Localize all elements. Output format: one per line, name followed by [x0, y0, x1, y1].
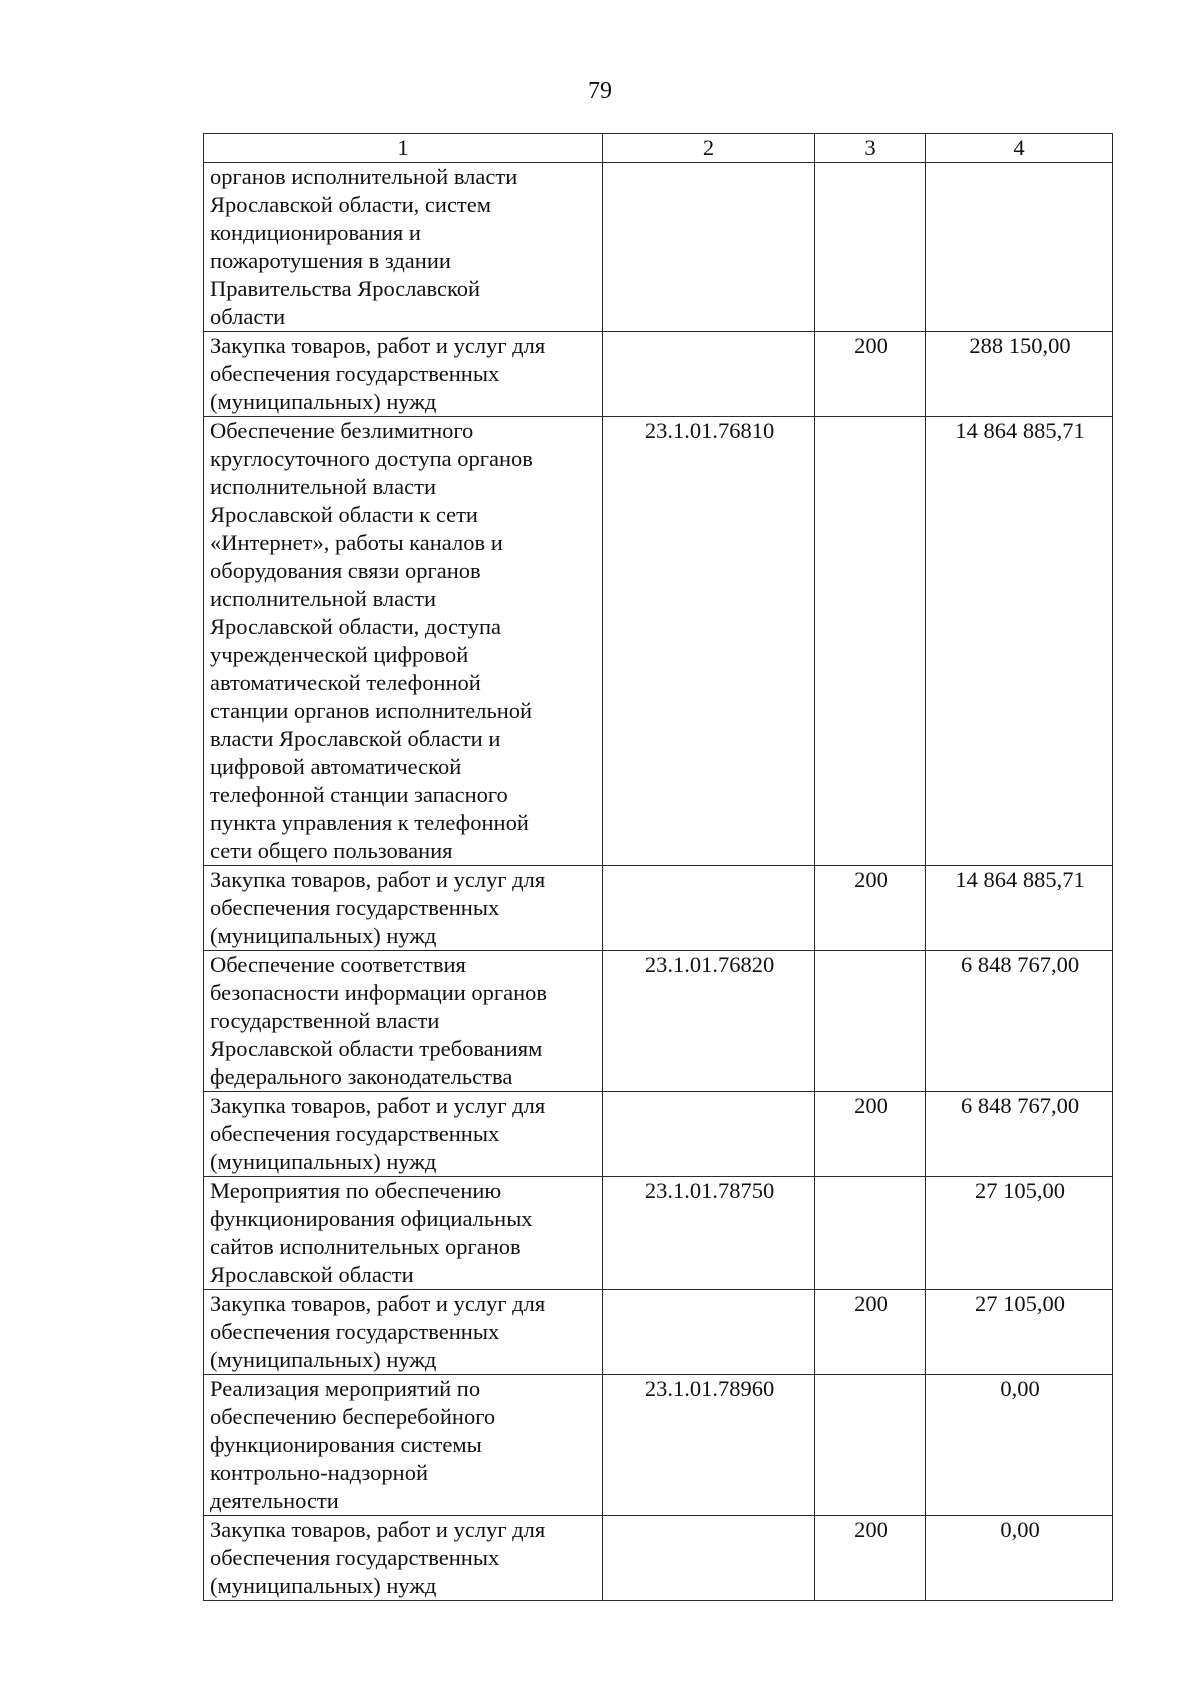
expense-type-cell: 200 [815, 866, 926, 951]
table-row [204, 1516, 1113, 1601]
item-name-cell [204, 1177, 603, 1290]
item-name-line: цифровой автоматической [210, 754, 462, 779]
item-name-line: функционирования системы [210, 1432, 482, 1457]
table-row [204, 951, 1113, 1092]
item-name-line: безопасности информации органов [210, 980, 548, 1005]
table-row [204, 417, 1113, 866]
item-name-cell [204, 951, 603, 1092]
table-body [204, 163, 1113, 1601]
item-name-line: Закупка товаров, работ и услуг для [210, 1093, 546, 1118]
item-name-line: Ярославской области к сети [210, 502, 478, 527]
item-name-line: учрежденческой цифровой [210, 642, 469, 667]
item-name-line: кондиционирования и [210, 220, 421, 245]
item-name-line: контрольно-надзорной [210, 1460, 429, 1485]
target-code-cell [603, 1516, 815, 1601]
table-header-row [204, 134, 1113, 163]
item-name-line: Ярославской области, доступа [210, 614, 501, 639]
item-name-cell [204, 417, 603, 866]
item-name-line: деятельности [210, 1488, 339, 1513]
table-row [204, 866, 1113, 951]
item-name-line: обеспечения государственных [210, 361, 500, 386]
item-name-line: (муниципальных) нужд [210, 923, 437, 948]
table-row [204, 163, 1113, 332]
table-row [204, 1092, 1113, 1177]
item-name-line: обеспечения государственных [210, 1121, 500, 1146]
item-name-cell [204, 1092, 603, 1177]
item-name-line: сайтов исполнительных органов [210, 1234, 521, 1259]
item-name-line: функционирования официальных [210, 1206, 533, 1231]
target-code-cell [603, 163, 815, 332]
item-name-line: телефонной станции запасного [210, 782, 508, 807]
target-code-cell [603, 1290, 815, 1375]
target-code-cell: 23.1.01.76810 [603, 417, 815, 866]
item-name-line: (муниципальных) нужд [210, 1347, 437, 1372]
target-code-cell: 23.1.01.78750 [603, 1177, 815, 1290]
column-header-3: 3 [815, 134, 926, 163]
column-header-2: 2 [603, 134, 815, 163]
item-name-line: пункта управления к телефонной [210, 810, 529, 835]
table-row [204, 332, 1113, 417]
item-name-line: области [210, 304, 286, 329]
item-name-line: Закупка товаров, работ и услуг для [210, 1517, 546, 1542]
item-name-line: Мероприятия по обеспечению [210, 1178, 502, 1203]
item-name-cell [204, 1516, 603, 1601]
expense-type-cell [815, 163, 926, 332]
item-name-line: (муниципальных) нужд [210, 1573, 437, 1598]
expense-type-cell [815, 1375, 926, 1516]
amount-cell: 27 105,00 [926, 1290, 1113, 1375]
amount-cell: 14 864 885,71 [926, 417, 1113, 866]
expense-type-cell: 200 [815, 332, 926, 417]
item-name-cell [204, 1375, 603, 1516]
column-header-4: 4 [926, 134, 1113, 163]
expense-type-cell [815, 417, 926, 866]
item-name-line: круглосуточного доступа органов [210, 446, 533, 471]
item-name-cell [204, 332, 603, 417]
item-name-line: власти Ярославской области и [210, 726, 501, 751]
table-row [204, 1375, 1113, 1516]
item-name-line: Закупка товаров, работ и услуг для [210, 1291, 546, 1316]
target-code-cell: 23.1.01.78960 [603, 1375, 815, 1516]
item-name-line: обеспечения государственных [210, 1545, 500, 1570]
item-name-cell [204, 163, 603, 332]
item-name-line: Закупка товаров, работ и услуг для [210, 867, 546, 892]
expense-type-cell [815, 951, 926, 1092]
amount-cell: 0,00 [926, 1516, 1113, 1601]
item-name-line: Ярославской области требованиям [210, 1036, 543, 1061]
amount-cell: 14 864 885,71 [926, 866, 1113, 951]
item-name-line: исполнительной власти [210, 474, 436, 499]
expense-type-cell: 200 [815, 1516, 926, 1601]
item-name-line: Реализация мероприятий по [210, 1376, 481, 1401]
target-code-cell [603, 332, 815, 417]
item-name-line: (муниципальных) нужд [210, 1149, 437, 1174]
target-code-cell: 23.1.01.76820 [603, 951, 815, 1092]
amount-cell: 6 848 767,00 [926, 1092, 1113, 1177]
item-name-cell [204, 1290, 603, 1375]
item-name-line: Обеспечение безлимитного [210, 418, 474, 443]
amount-cell [926, 163, 1113, 332]
item-name-line: Обеспечение соответствия [210, 952, 466, 977]
amount-cell: 27 105,00 [926, 1177, 1113, 1290]
item-name-line: станции органов исполнительной [210, 698, 533, 723]
item-name-cell [204, 866, 603, 951]
expense-type-cell: 200 [815, 1092, 926, 1177]
item-name-line: обеспечения государственных [210, 1319, 500, 1344]
item-name-line: Правительства Ярославской [210, 276, 481, 301]
item-name-line: обеспечения государственных [210, 895, 500, 920]
expense-type-cell [815, 1177, 926, 1290]
target-code-cell [603, 866, 815, 951]
page-number: 79 [588, 78, 612, 104]
budget-table [203, 133, 1113, 1601]
table-row [204, 1290, 1113, 1375]
amount-cell: 6 848 767,00 [926, 951, 1113, 1092]
item-name-line: Закупка товаров, работ и услуг для [210, 333, 546, 358]
item-name-line: Ярославской области [210, 1262, 414, 1287]
expense-type-cell: 200 [815, 1290, 926, 1375]
item-name-line: исполнительной власти [210, 586, 436, 611]
item-name-line: федерального законодательства [210, 1064, 513, 1089]
item-name-line: сети общего пользования [210, 838, 453, 863]
item-name-line: оборудования связи органов [210, 558, 481, 583]
amount-cell: 288 150,00 [926, 332, 1113, 417]
item-name-line: государственной власти [210, 1008, 440, 1033]
item-name-line: (муниципальных) нужд [210, 389, 437, 414]
item-name-line: «Интернет», работы каналов и [210, 530, 503, 555]
table-row [204, 1177, 1113, 1290]
item-name-line: Ярославской области, систем [210, 192, 491, 217]
amount-cell: 0,00 [926, 1375, 1113, 1516]
item-name-line: автоматической телефонной [210, 670, 481, 695]
item-name-line: пожаротушения в здании [210, 248, 451, 273]
item-name-line: обеспечению бесперебойного [210, 1404, 496, 1429]
target-code-cell [603, 1092, 815, 1177]
item-name-line: органов исполнительной власти [210, 164, 518, 189]
column-header-1: 1 [204, 134, 603, 163]
